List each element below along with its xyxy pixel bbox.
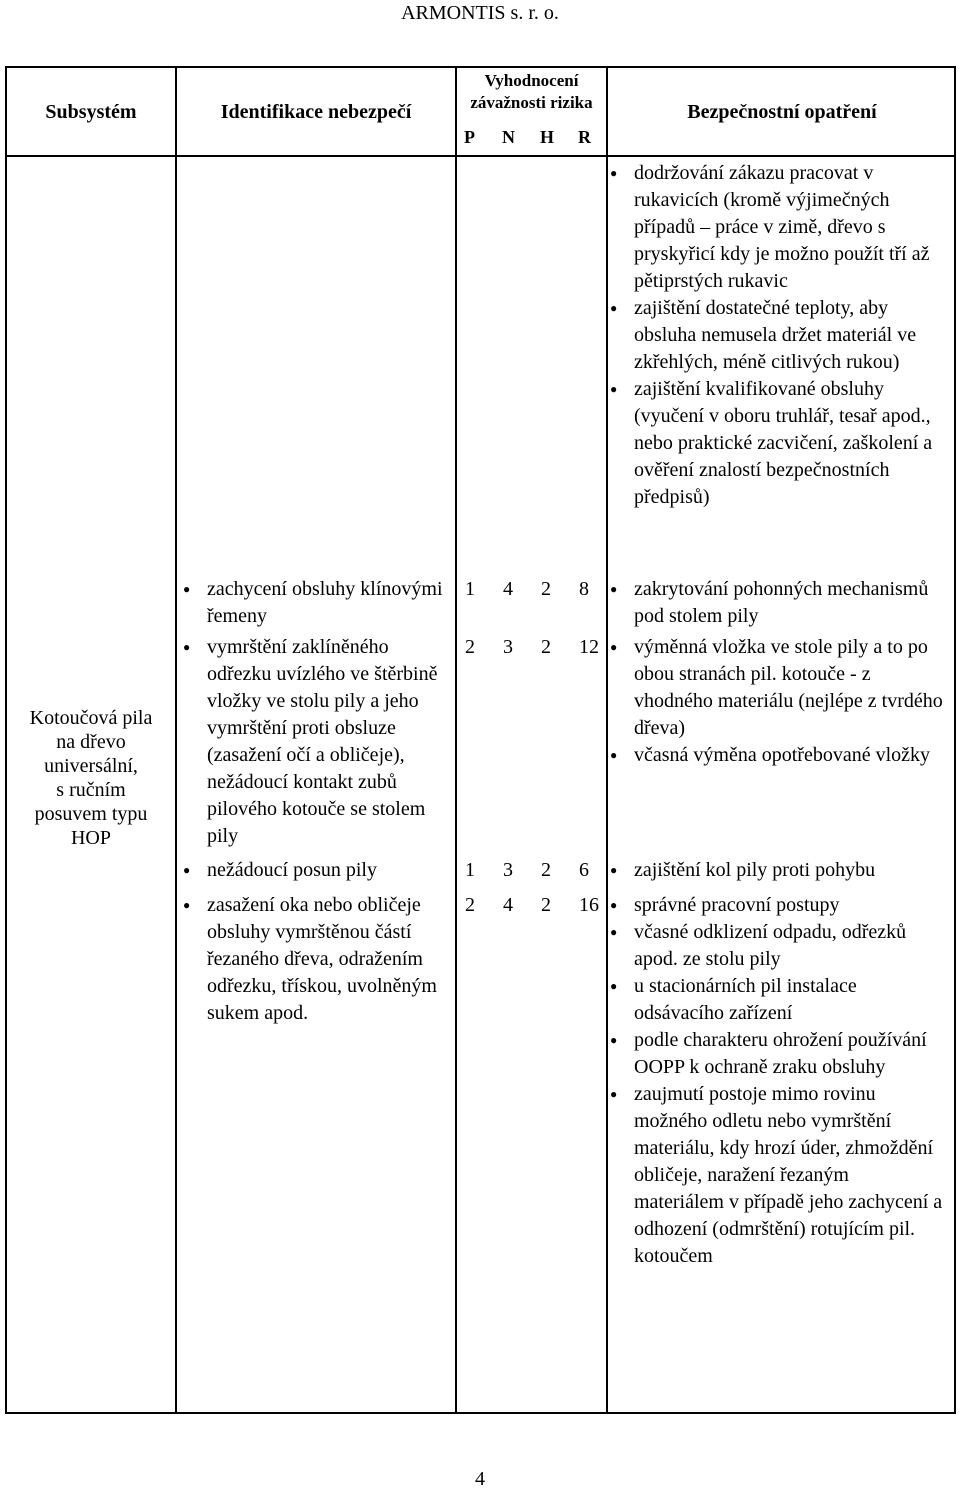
measure-item: ● zajištění kvalifikované obsluhy (vyučení v oboru truhlář, tesař apod., nebo praktické zacvičení, zaškolení a ověření znalostí bezpečnostních předpisů) [607,376,943,511]
header-n: N [502,127,515,147]
header-subsystem: Subsystém [45,101,137,123]
measure-item: ● včasné odklizení odpadu, odřezků apod. ze stolu pily [607,919,943,973]
value-n: 3 [503,636,513,658]
value-r: 8 [579,578,589,600]
subsystem-line: universální, [44,755,138,777]
hazard-item: ● zachycení obsluhy klínovými řemeny [180,576,450,630]
value-r: 12 [579,636,599,658]
measures-cell-2 [607,634,943,769]
value-h: 2 [541,636,551,658]
value-r: 16 [579,894,599,916]
subsystem-line: HOP [70,827,111,849]
header-measures: Bezpečnostní opatření [687,101,877,123]
subsystem-name [5,706,177,850]
subsystem-line: s ručním [56,779,126,801]
hazard-item: ● zasažení oka nebo obličeje obsluhy vymrštěnou částí řezaného dřeva, odražením odřezku, třískou, uvolněným sukem apod. [180,892,450,1027]
hazard-cell-3 [180,857,450,884]
measures-continuation [607,160,943,511]
hazard-item: ● vymrštění zaklíněného odřezku uvízlého ve štěrbině vložky ve stolu pily a jeho vymrštění proti obsluze (zasažení očí a obličeje), nežádoucí kontakt zubů pilového kotouče se stolem pily [180,634,450,850]
company-header: ARMONTIS s. r. o. [401,2,559,24]
measure-item: ● zajištění dostatečné teploty, aby obsluha nemusela držet materiál ve zkřehlých, méně citlivých rukou) [607,295,943,376]
value-n: 4 [503,578,513,600]
measure-item: ● podle charakteru ohrožení používání OOPP k ochraně zraku obsluhy [607,1027,943,1081]
header-hazard: Identifikace nebezpečí [220,101,412,123]
value-p: 2 [465,894,475,916]
value-h: 2 [541,578,551,600]
header-p: P [464,127,475,147]
header-divider [5,155,956,157]
value-h: 2 [541,859,551,881]
subsystem-line: na dřevo [56,731,126,753]
column-divider-hazard [455,66,457,1414]
value-n: 3 [503,859,513,881]
value-p: 2 [465,636,475,658]
measures-cell-3 [607,857,943,884]
measures-cell-1 [607,576,943,630]
measure-item: ● správné pracovní postupy [607,892,943,919]
measure-item: ● zaujmutí postoje mimo rovinu možného odletu nebo vymrštění materiálu, kdy hrozí úder, zhmoždění obličeje, naražení řezaným materiálem v případě jeho zachycení a odhození (odmrštění) rotujícím pil. kotoučem [607,1081,943,1270]
value-n: 4 [503,894,513,916]
subsystem-line: Kotoučová pila [29,707,153,729]
measure-item: ● dodržování zákazu pracovat v rukavicích (kromě výjimečných případů – práce v zimě, dřevo s pryskyřicí kdy je možno použít tří až pětiprstých rukavic [607,160,943,295]
value-p: 1 [465,859,475,881]
header-r: R [578,127,591,147]
header-assessment-line2: závažnosti rizika [470,93,593,112]
value-r: 6 [579,859,589,881]
page-number: 4 [475,1468,485,1490]
subsystem-line: posuvem typu [34,803,148,825]
measure-item: ● výměnná vložka ve stole pily a to po obou stranách pil. kotouče - z vhodného materiálu (nejlépe z tvrdého dřeva) [607,634,943,742]
hazard-cell-2 [180,634,450,850]
header-h: H [540,127,555,147]
measures-cell-4 [607,892,943,1270]
hazard-cell-4 [180,892,450,1027]
measure-item: ● u stacionárních pil instalace odsávacího zařízení [607,973,943,1027]
hazard-item: ● nežádoucí posun pily [180,857,450,884]
measure-item: ● zakrytování pohonných mechanismů pod stolem pily [607,576,943,630]
header-assessment-line1: Vyhodnocení [484,71,579,90]
value-h: 2 [541,894,551,916]
measure-item: ● včasná výměna opotřebované vložky [607,742,943,769]
measure-item: ● zajištění kol pily proti pohybu [607,857,943,884]
value-p: 1 [465,578,475,600]
hazard-cell-1 [180,576,450,630]
